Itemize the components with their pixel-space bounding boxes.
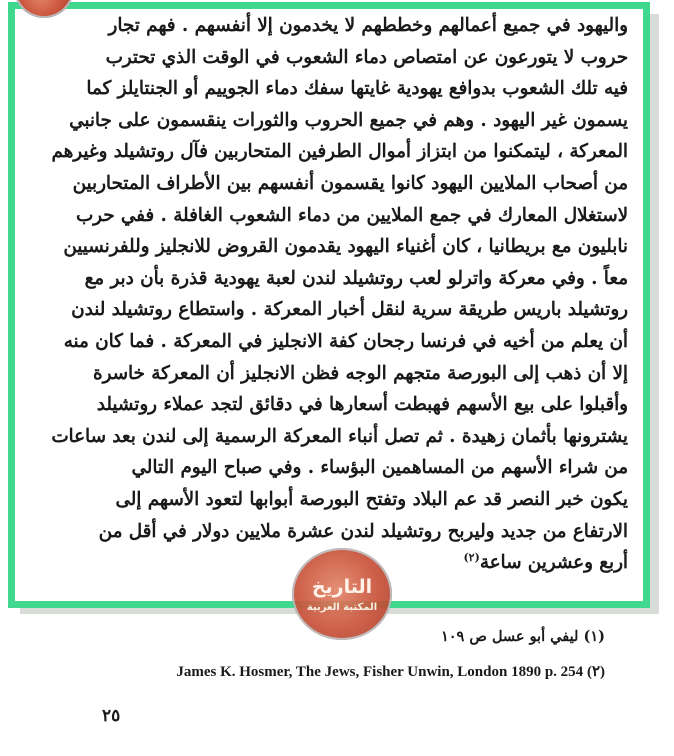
body-line: لاستغلال المعارك في جمع الملايين من دماء الشعوب الغافلة . ففي حرب [75,204,628,226]
body-line: أن يعلم من أخيه في فرنسا رجحان كفة الانجليز في المعركة . فما كان منه [63,330,628,352]
body-line: حروب لا يتورعون عن امتصاص دماء الشعوب في الوقت الذي تحترب [105,46,628,68]
seal-subtitle: المكتبة العربية [306,601,378,613]
footnote-2 [176,662,605,681]
body-line: من شراء الأسهم من المساهمين البؤساء . وفي صباح اليوم التالي [131,457,628,479]
body-line: إلا أن ذهب إلى البورصة متجهم الوجه فظن الانجليز أن المعركة خاسرة [93,362,628,384]
body-line: من أصحاب الملايين اليهود كانوا يقسمون أنفسهم بين الأطراف المتحاربين [72,172,628,194]
body-line: وأقبلوا على بيع الأسهم فهبطت أسعارها في دقائق لتجد عملاء روتشيلد [96,394,628,416]
body-line: واليهود في جميع أعمالهم وخططهم لا يخدمون إلا أنفسهم . فهم تجار [108,15,628,36]
footnote-2-text: James K. Hosmer, The Jews, Fisher Unwin, London 1890 p. 254 [176,664,584,680]
body-line: الارتفاع من جديد وليربح روتشيلد لندن عشرة ملايين دولار في أقل من [98,520,628,542]
library-seal-stamp [292,548,392,640]
footnote-reference-2: (٢) [463,551,480,564]
body-line-last-text: أربع وعشرين ساعة [479,552,628,574]
footnote-1-text: ليفي أبو عسل ص ١٠٩ [440,628,579,645]
footnote-1-marker: (١) [583,628,605,645]
body-line: روتشيلد باريس طريقة سرية لنقل أخبار المعركة . واستطاع روتشيلد لندن [71,299,628,321]
body-line: يشترونها بأثمان زهيدة . ثم تصل أنباء المعركة الرسمية إلى لندن بعد ساعات [51,425,628,447]
footnote-2-marker: (٢) [586,664,605,680]
page-number: ٢٥ [102,706,121,726]
body-line: يسمون غير اليهود . وهم في جميع الحروب والثورات ينقسمون على جانبي [69,109,628,131]
body-line: يكون خبر النصر قد عم البلاد وتفتح البورصة أبوابها لتعود الأسهم إلى [115,488,628,510]
footnote-1 [441,628,605,645]
body-line: نابليون مع بريطانيا ، كان أغنياء اليهود يقدمون القروض للانجليز وللفرنسيين [63,236,628,258]
frame-shadow-right [650,14,659,614]
body-line: معاً . وفي معركة واترلو لعب روتشيلد لندن لعبة يهودية قذرة بأن دبر مع [84,267,628,289]
body-text [28,10,628,579]
seal-title: التاريخ [311,575,373,598]
body-line: فيه تلك الشعوب بدوافع يهودية غايتها سفك دماء الجوييم أو الجنتايلز كما [86,78,628,100]
body-line: المعركة ، ليتمكنوا من ابتزاز أموال الطرفين المتحاربين فآل روتشيلد وغيرهم [51,141,628,163]
